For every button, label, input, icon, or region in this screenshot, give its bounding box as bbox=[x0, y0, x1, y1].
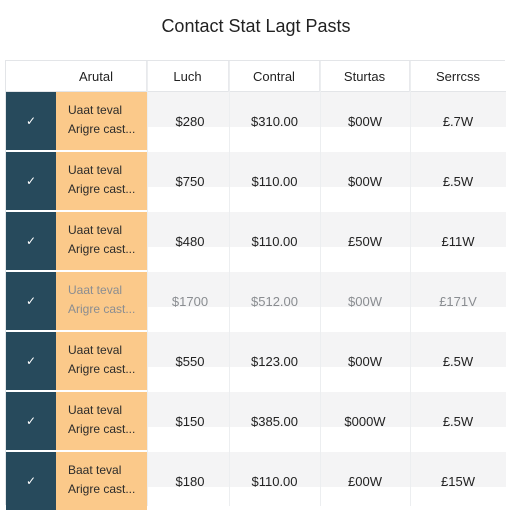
cell-sturtas: $00W bbox=[348, 113, 382, 129]
row-label-subtitle: Arigre cast... bbox=[68, 242, 136, 256]
cell-luch: $550 bbox=[175, 353, 205, 369]
cell-luch: $150 bbox=[175, 413, 205, 429]
table-body bbox=[6, 92, 506, 512]
cell-serrcss: £11W bbox=[441, 233, 475, 249]
row-label-title: Uaat teval bbox=[68, 283, 123, 297]
checkmark-icon: ✓ bbox=[25, 294, 37, 308]
cell-luch: $480 bbox=[175, 233, 205, 249]
column-header-contral[interactable]: Contral bbox=[229, 61, 320, 92]
column-divider bbox=[410, 61, 411, 506]
row-label-subtitle: Arigre cast... bbox=[68, 422, 136, 436]
row-checkbox[interactable] bbox=[6, 272, 56, 330]
row-label bbox=[56, 212, 147, 270]
cell-serrcss: £.5W bbox=[442, 353, 474, 369]
table-row[interactable] bbox=[6, 452, 506, 512]
row-label-subtitle: Arigre cast... bbox=[68, 362, 136, 376]
cell-luch: $1700 bbox=[171, 293, 209, 309]
column-header-arutal[interactable]: Arutal bbox=[6, 61, 147, 92]
cell-sturtas: $00W bbox=[348, 173, 382, 189]
row-checkbox[interactable] bbox=[6, 152, 56, 210]
cell-contral: $110.00 bbox=[251, 233, 298, 249]
cell-luch: $750 bbox=[175, 173, 205, 189]
table-row[interactable] bbox=[6, 392, 506, 452]
table-row[interactable] bbox=[6, 212, 506, 272]
checkmark-icon: ✓ bbox=[25, 114, 37, 128]
row-label-subtitle: Arigre cast... bbox=[68, 302, 136, 316]
row-checkbox[interactable] bbox=[6, 332, 56, 390]
page-title: Contact Stat Lagt Pasts bbox=[161, 16, 351, 36]
row-label bbox=[56, 392, 147, 450]
table-header bbox=[6, 61, 506, 92]
cell-contral: $385.00 bbox=[251, 413, 298, 429]
checkmark-icon: ✓ bbox=[25, 234, 37, 248]
row-label bbox=[56, 92, 147, 150]
cell-contral: $512.00 bbox=[251, 293, 298, 309]
cell-sturtas: £00W bbox=[348, 473, 382, 489]
row-label-subtitle: Arigre cast... bbox=[68, 482, 136, 496]
row-label-subtitle: Arigre cast... bbox=[68, 122, 136, 136]
cell-sturtas: $00W bbox=[348, 293, 382, 309]
row-checkbox[interactable] bbox=[6, 392, 56, 450]
checkmark-icon: ✓ bbox=[25, 414, 37, 428]
cell-luch: $280 bbox=[175, 113, 205, 129]
checkmark-icon: ✓ bbox=[25, 474, 37, 488]
row-label bbox=[56, 152, 147, 210]
table-row[interactable] bbox=[6, 92, 506, 152]
cell-sturtas: $00W bbox=[348, 353, 382, 369]
row-label-title: Uaat teval bbox=[68, 103, 123, 117]
cell-serrcss: £15W bbox=[441, 473, 475, 489]
cell-contral: $110.00 bbox=[251, 473, 298, 489]
cell-contral: $123.00 bbox=[251, 353, 298, 369]
cell-serrcss: £.7W bbox=[442, 113, 474, 129]
table-row[interactable] bbox=[6, 272, 506, 332]
cell-sturtas: $000W bbox=[344, 413, 386, 429]
row-label-subtitle: Arigre cast... bbox=[68, 182, 136, 196]
row-label-title: Uaat teval bbox=[68, 223, 123, 237]
cell-serrcss: £.5W bbox=[442, 173, 474, 189]
row-label bbox=[56, 332, 147, 390]
row-label-title: Uaat teval bbox=[68, 403, 123, 417]
cell-luch: $180 bbox=[175, 473, 205, 489]
row-label-title: Uaat teval bbox=[68, 163, 123, 177]
column-header-sturtas[interactable]: Sturtas bbox=[320, 61, 410, 92]
column-divider bbox=[320, 61, 321, 506]
column-header-serrcss[interactable]: Serrcss bbox=[435, 69, 481, 84]
column-divider bbox=[229, 61, 230, 506]
row-label bbox=[56, 272, 147, 330]
row-checkbox[interactable] bbox=[6, 452, 56, 510]
row-label bbox=[56, 452, 147, 510]
row-label-title: Baat teval bbox=[68, 463, 122, 477]
cell-contral: $110.00 bbox=[251, 173, 298, 189]
row-label-title: Uaat teval bbox=[68, 343, 123, 357]
table-row[interactable] bbox=[6, 332, 506, 392]
cell-serrcss: £.5W bbox=[442, 413, 474, 429]
cell-contral: $310.00 bbox=[251, 113, 298, 129]
checkmark-icon: ✓ bbox=[25, 354, 37, 368]
cell-sturtas: £50W bbox=[348, 233, 382, 249]
row-checkbox[interactable] bbox=[6, 92, 56, 150]
column-header-luch[interactable]: Luch bbox=[147, 61, 229, 92]
table-row[interactable] bbox=[6, 152, 506, 212]
column-divider bbox=[147, 61, 148, 506]
row-checkbox[interactable] bbox=[6, 212, 56, 270]
checkmark-icon: ✓ bbox=[25, 174, 37, 188]
cell-serrcss: £171V bbox=[439, 293, 477, 309]
contact-table bbox=[5, 60, 505, 505]
